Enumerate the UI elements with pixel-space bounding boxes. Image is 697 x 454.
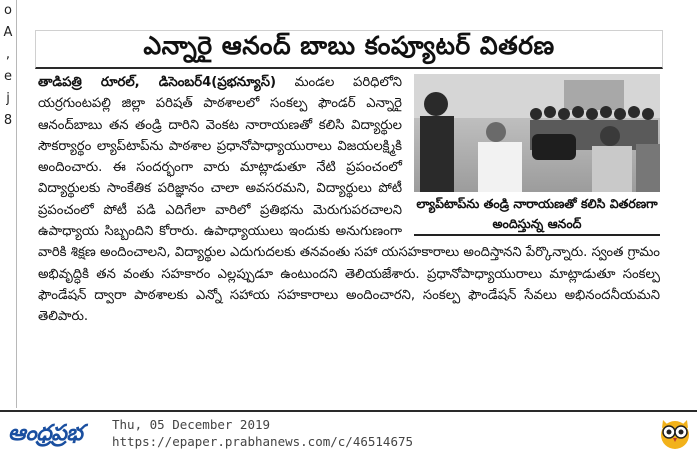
fragment-char: A [3,25,13,40]
fragment-char: j [6,91,10,106]
dateline: తాడిపత్రి రూరల్, డిసెంబర్4(ప్రభన్యూస్) [38,75,276,90]
photo-figure [414,74,660,236]
epaper-url[interactable]: https://epaper.prabhanews.com/c/46514675 [112,434,414,449]
owl-icon [658,414,692,450]
article-text: మండల పరిధిలోని యర్రగుంటపల్లి జిల్లా పరిషత్ పాఠశాలలో సంకల్ప ఫౌండర్ ఎన్నారై ఆనంద్‌బాబు తన తండ్రి దారిని వెంకట నారాయణతో కలిసి విద్యార్థుల సౌకర్యార్థం ల్యాప్‌టాప్‌ను పాఠశాల ప్రధానోపాధ్యాయురాలు విజయలక్ష్మికి అందించారు. ఈ సందర్భంగా వారు మాట్లాడుతూ నేటి ప్రపంచంలో విద్యార్థులకు సాంకేతిక పరిజ్ఞానం చాలా అవసరమని, విద్యార్థులు పోటీ ప్రపంచంలో పోటీ పడి ఎదిగేలా వారిలో ప్రతిభను మెరుగుపరచాలని ఉపాధ్యాయ సిబ్బందిని కోరారు. ఉపాధ్యాయులు ఇందుకు అనుగుణంగా వారికి శిక్షణ అందించాలని, విద్యార్థుల ఎదుగుదలకు తనవంతు సహా యసహకారాలు అందిస్తానని పేర్కొన్నారు. స్వంత గ్రామం అభివృద్ధికి తన వంతు సహకారం ఎల్లప్పుడూ ఉంటుందని తెలియజేశారు. ప్రధానోపాధ్యాయురాలు మాట్లాడుతూ సంకల్ప ఫౌండేషన్ ద్వారా పాఠశాలకు ఎన్నో సహాయ సహకారాలు అందించారని, సంకల్ప ఫౌండేషన్ సేవలు అభినందనీయమని తెలిపారు. [38,75,660,325]
headline: ఎన్నారై ఆనంద్ బాబు కంప్యూటర్ వితరణ [143,31,555,60]
fragment-char: e [4,69,12,84]
article-body [38,72,660,392]
news-photo [414,74,660,192]
publication-date: Thu, 05 December 2019 [112,417,271,432]
fragment-char: , [5,47,11,62]
photo-illustration [414,74,660,192]
footer-meta [112,416,413,450]
photo-caption: ల్యాప్‌టాప్‌ను తండ్రి నారాయణతో కలిసి వితరణగా అందిస్తున్న ఆనంద్ [414,194,660,236]
publication-logo: ఆంధ్రప్రభ [8,421,83,446]
adjacent-column-fragment [0,0,17,408]
footer-divider [0,410,697,412]
fragment-char: 8 [3,113,13,128]
fragment-char: o [4,3,12,18]
headline-box [35,30,663,69]
